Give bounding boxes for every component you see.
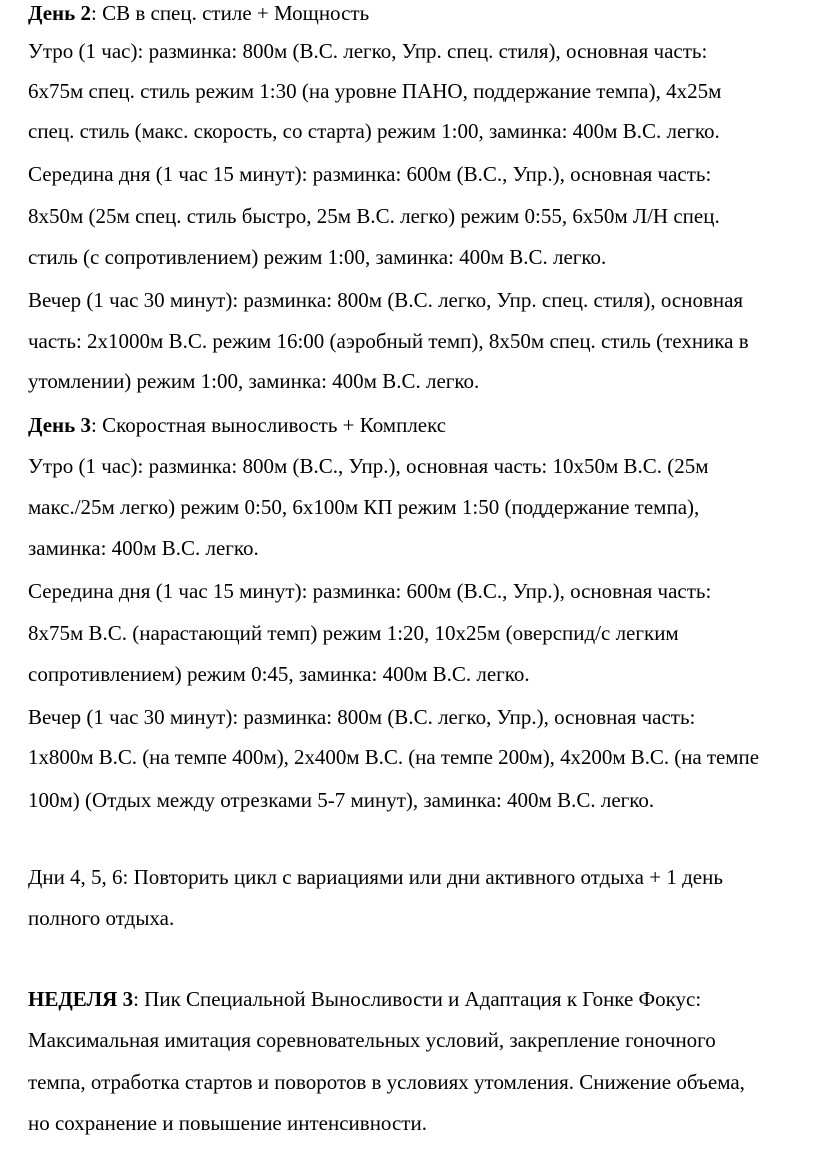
day3-evening-line-3: 100м) (Отдых между отрезками 5-7 минут), заминка: 400м В.С. легко. <box>28 788 655 812</box>
day2-evening-line-2: часть: 2x1000м В.С. режим 16:00 (аэробный темп), 8x50м спец. стиль (техника в <box>28 329 749 353</box>
day2-morning-line-2: 6x75м спец. стиль режим 1:30 (на уровне ПАНО, поддержание темпа), 4x25м <box>28 79 722 103</box>
day2-midday-line-3: стиль (с сопротивлением) режим 1:00, заминка: 400м В.С. легко. <box>28 245 607 269</box>
week3-heading-label: НЕДЕЛЯ 3 <box>28 987 134 1011</box>
day2-morning-line-3: спец. стиль (макс. скорость, со старта) режим 1:00, заминка: 400м В.С. легко. <box>28 119 720 143</box>
day3-morning-line-1: Утро (1 час): разминка: 800м (В.С., Упр.), основная часть: 10x50м В.С. (25м <box>28 454 709 478</box>
day2-heading-label: День 2 <box>28 1 91 25</box>
day2-midday-line-1: Середина дня (1 час 15 минут): разминка: 600м (В.С., Упр.), основная часть: <box>28 162 712 186</box>
day3-midday-line-1: Середина дня (1 час 15 минут): разминка: 600м (В.С., Упр.), основная часть: <box>28 579 712 603</box>
day2-heading <box>28 1 369 25</box>
week3-line-2: темпа, отработка стартов и поворотов в условиях утомления. Снижение объема, <box>28 1070 745 1094</box>
day3-midday-line-2: 8x75м В.С. (нарастающий темп) режим 1:20, 10x25м (оверспид/с легким <box>28 621 679 645</box>
day3-heading-text: : Скоростная выносливость + Комплекс <box>90 413 447 437</box>
week3-heading <box>28 987 701 1011</box>
day3-evening-line-2: 1x800м В.С. (на темпе 400м), 2x400м В.С. (на темпе 200м), 4x200м В.С. (на темпе <box>28 745 759 769</box>
day3-midday-line-3: сопротивлением) режим 0:45, заминка: 400м В.С. легко. <box>28 662 530 686</box>
day2-evening-line-1: Вечер (1 час 30 минут): разминка: 800м (В.С. легко, Упр. спец. стиля), основная <box>28 288 744 312</box>
day2-morning-line-1: Утро (1 час): разминка: 800м (В.С. легко, Упр. спец. стиля), основная часть: <box>28 39 708 63</box>
day3-morning-line-3: заминка: 400м В.С. легко. <box>28 536 259 560</box>
day2-evening-line-3: утомлении) режим 1:00, заминка: 400м В.С. легко. <box>28 369 480 393</box>
day3-heading <box>28 413 446 437</box>
week3-line-3: но сохранение и повышение интенсивности. <box>28 1111 427 1135</box>
day3-morning-line-2: макс./25м легко) режим 0:50, 6x100м КП режим 1:50 (поддержание темпа), <box>28 495 700 519</box>
day3-evening-line-1: Вечер (1 час 30 минут): разминка: 800м (В.С. легко, Упр.), основная часть: <box>28 705 696 729</box>
days-456-line-1: Дни 4, 5, 6: Повторить цикл с вариациями или дни активного отдыха + 1 день <box>28 865 723 889</box>
week3-line-1: Максимальная имитация соревновательных условий, закрепление гоночного <box>28 1028 716 1052</box>
day3-heading-label: День 3 <box>28 413 91 437</box>
days-456-line-2: полного отдыха. <box>28 906 175 930</box>
day2-midday-line-2: 8x50м (25м спец. стиль быстро, 25м В.С. легко) режим 0:55, 6x50м Л/Н спец. <box>28 204 720 228</box>
day2-heading-text: : СВ в спец. стиле + Мощность <box>90 1 370 25</box>
week3-heading-text: : Пик Специальной Выносливости и Адаптация к Гонке Фокус: <box>133 987 702 1011</box>
